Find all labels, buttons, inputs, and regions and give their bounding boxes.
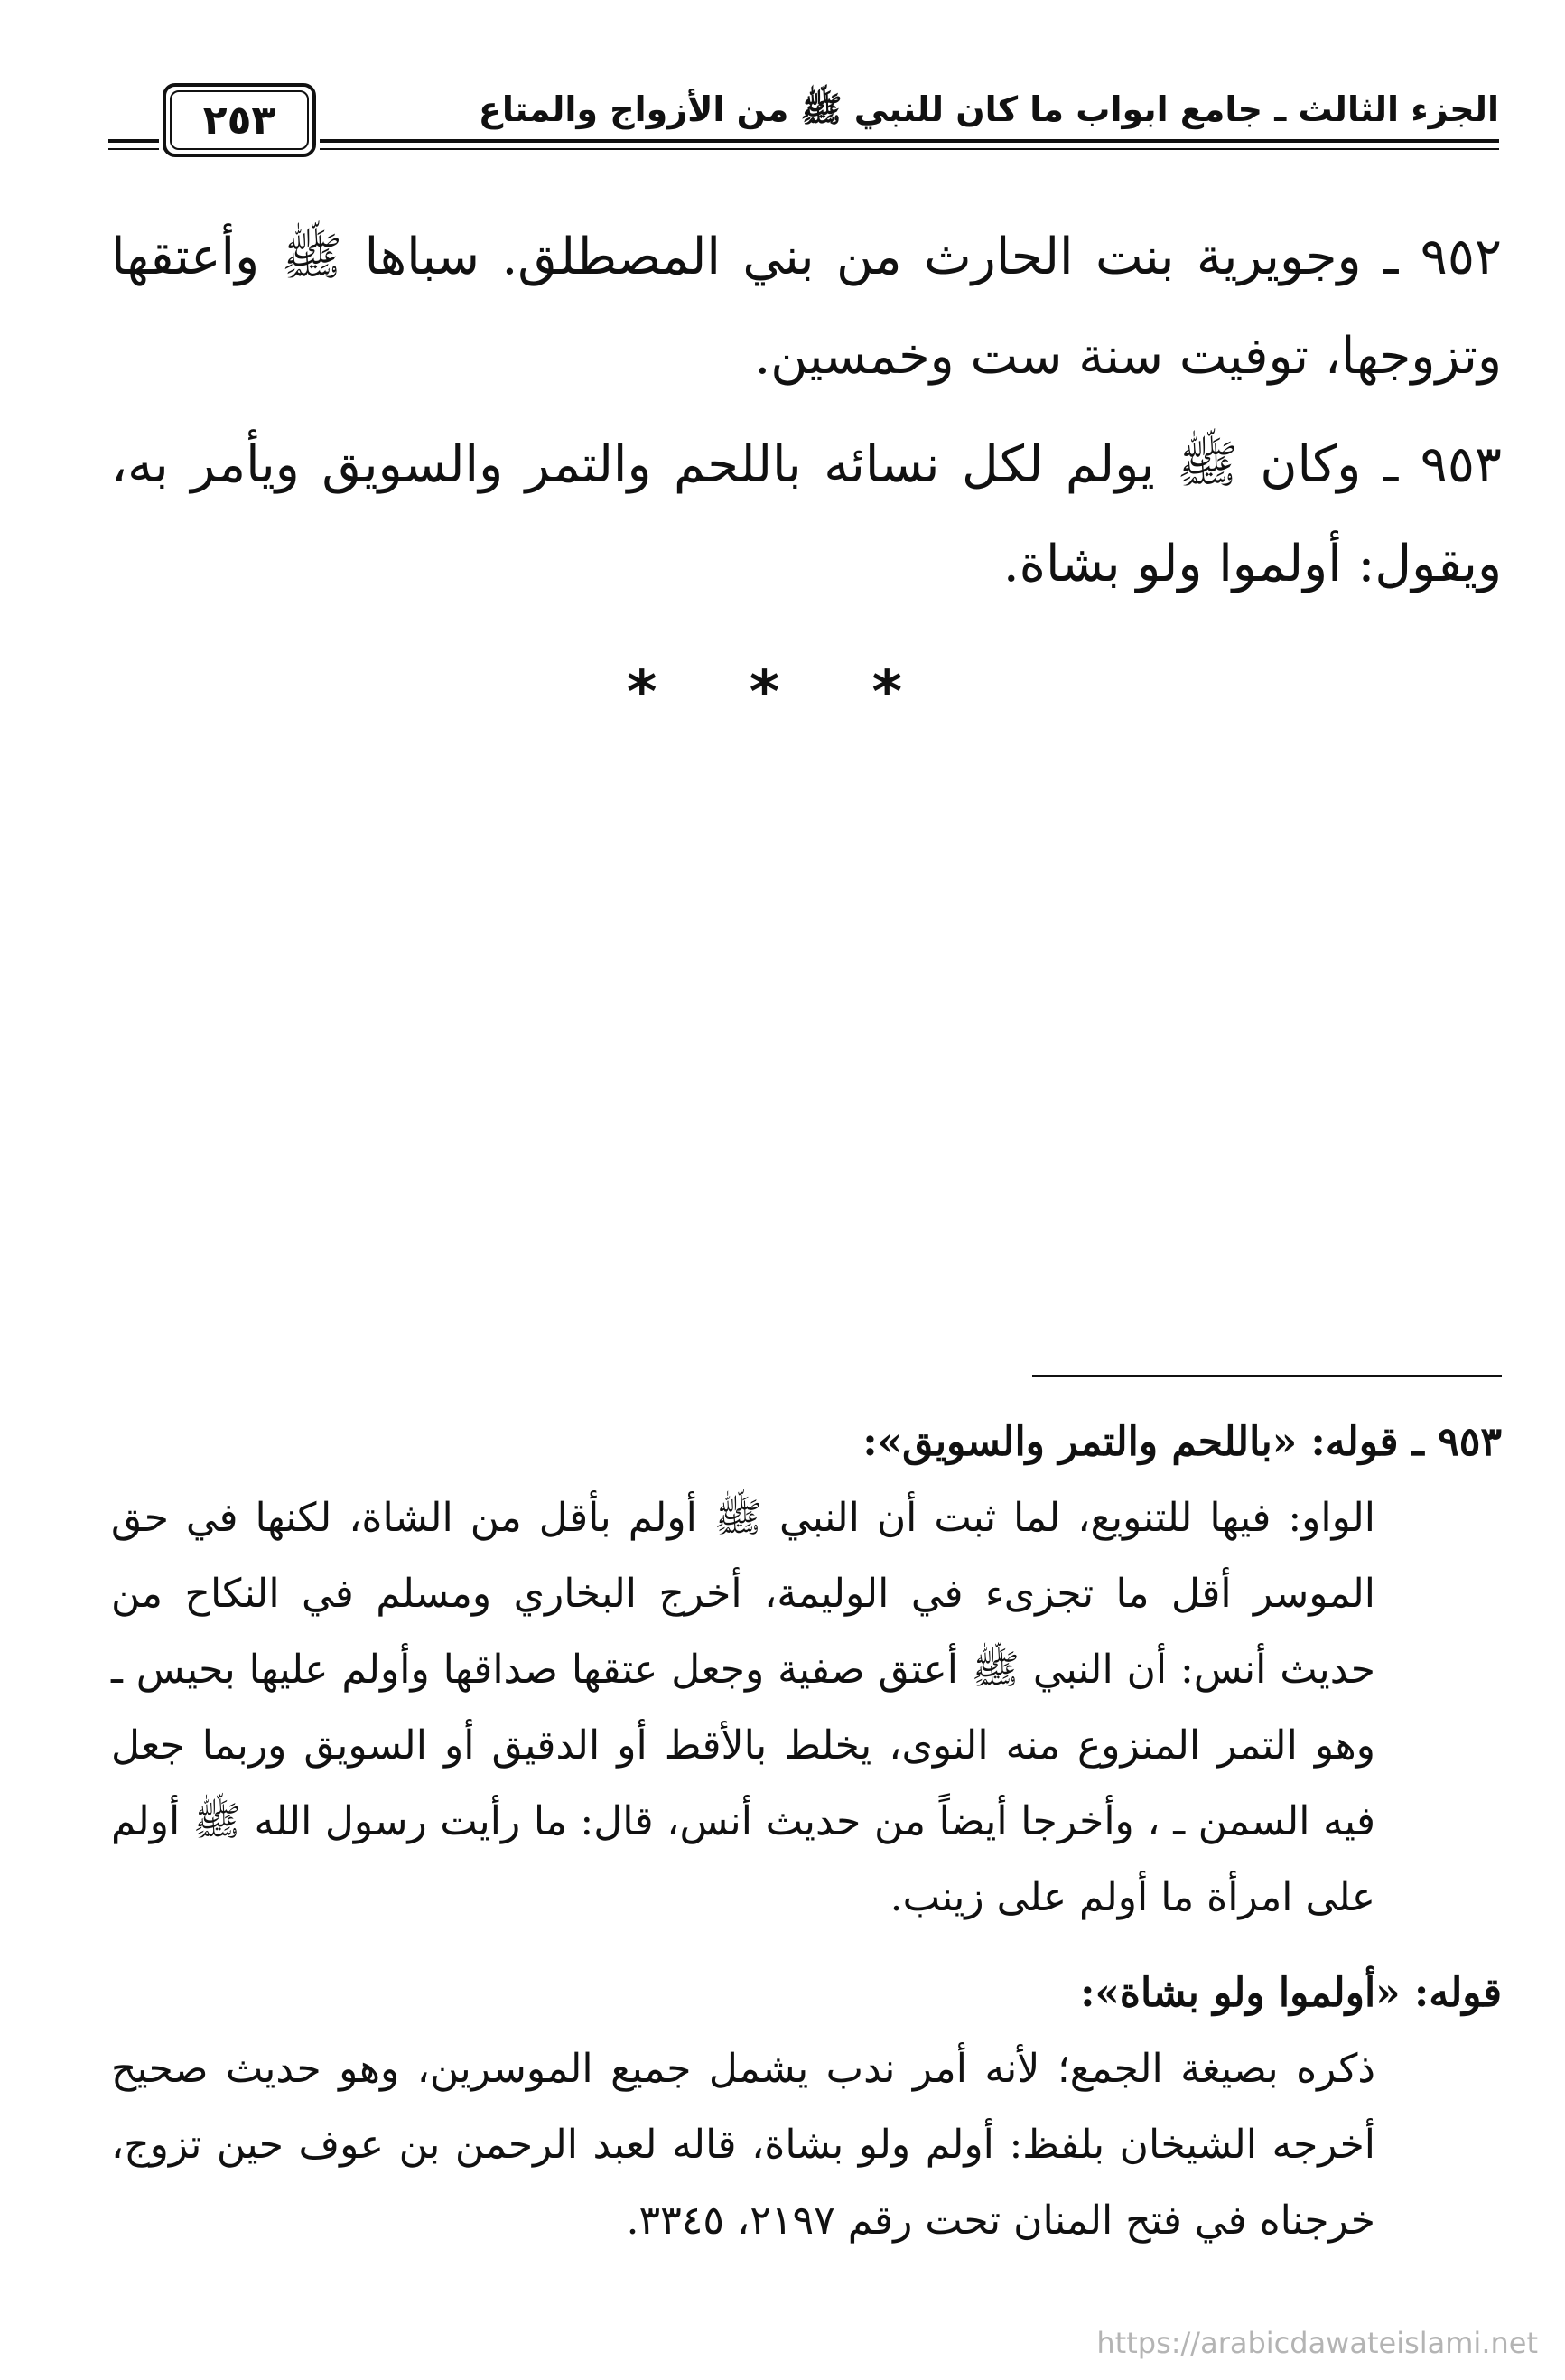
page-header <box>108 72 1499 172</box>
watermark: https://arabicdawateislami.net <box>1096 2326 1538 2360</box>
footnote-body: الواو: فيها للتنويع، لما ثبت أن النبي ﷺ أولم بأقل من الشاة، لكنها في حق الموسر أقل ما تجزىء في الوليمة، أخرج البخاري ومسلم في النكاح من حديث أنس: أن النبي ﷺ أعتق صفية وجعل عتقها صداقها وأولم عليها بحيس ـ وهو التمر المنزوع منه النوى، يخلط بالأقط أو الدقيق أو السويق وربما جعل فيه السمن ـ ، وأخرجا أيضاً من حديث أنس، قال: ما رأيت رسول الله ﷺ أولم على امرأة ما أولم على زينب. <box>111 1495 1376 1920</box>
footnote-divider <box>1032 1375 1502 1377</box>
footnote-heading: ٩٥٣ ـ قوله: «باللحم والتمر والسويق»: <box>862 1419 1502 1465</box>
page-number: ٢٥٣ <box>202 97 276 144</box>
footnotes <box>111 1405 1502 2259</box>
running-title: الجزء الثالث ـ جامع ابواب ما كان للنبي ﷺ من الأزواج والمتاع <box>478 89 1499 129</box>
page-number-frame <box>163 83 316 157</box>
paragraph-953: ٩٥٣ ـ وكان ﷺ يولم لكل نسائه باللحم والتمر والسويق ويأمر به، ويقول: أولموا ولو بشاة. <box>111 435 1502 593</box>
footnote-body: ذكره بصيغة الجمع؛ لأنه أمر ندب يشمل جميع الموسرين، وهو حديث صحيح أخرجه الشيخان بلفظ: أولم ولو بشاة، قاله لعبد الرحمن بن عوف حين تزوج، خرجناه في فتح المنان تحت رقم ٢١٩٧، ٣٣٤٥. <box>111 2046 1375 2244</box>
paragraph-952: ٩٥٢ ـ وجويرية بنت الحارث من بني المصطلق. سباها ﷺ وأعتقها وتزوجها، توفيت سنة ست وخمسين. <box>111 228 1502 386</box>
footnote-heading: قوله: «أولموا ولو بشاة»: <box>1080 1970 1502 2016</box>
main-text <box>111 208 1502 623</box>
section-separator: * * * <box>627 659 938 726</box>
